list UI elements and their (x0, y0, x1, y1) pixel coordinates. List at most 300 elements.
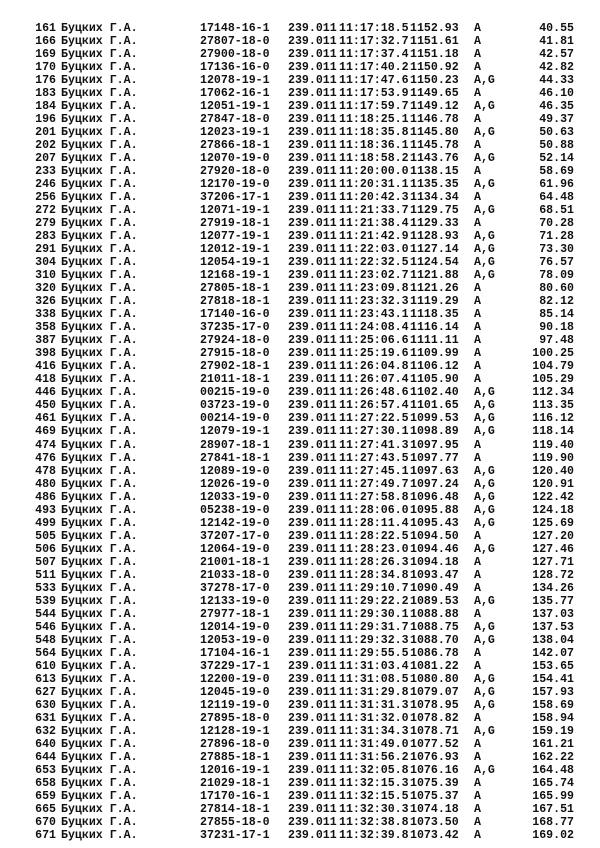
observer-name: Буцких Г.А. (61, 828, 138, 842)
offset-value: 50.88 (539, 139, 574, 153)
object-code: 37278-17-0 (200, 581, 270, 595)
measured-value: 1090.49 (410, 581, 459, 595)
offset-value: 120.91 (532, 477, 574, 491)
reference-value: 239.011 (288, 581, 337, 595)
reference-value: 239.011 (288, 568, 337, 582)
reference-value: 239.011 (288, 516, 337, 530)
object-code: 37231-17-1 (200, 828, 270, 842)
offset-value: 40.55 (539, 22, 574, 35)
offset-value: 127.71 (532, 555, 574, 569)
timestamp: 11:26:04.8 (339, 360, 409, 374)
timestamp: 11:21:38.4 (339, 217, 409, 231)
offset-value: 76.57 (539, 256, 574, 270)
object-code: 27855-18-0 (200, 815, 270, 829)
row-number: 493 (35, 503, 56, 517)
observer-name: Буцких Г.А. (61, 776, 138, 790)
flags: A (474, 61, 481, 75)
flags: A,G (474, 386, 495, 400)
reference-value: 239.011 (288, 477, 337, 491)
offset-value: 71.28 (539, 230, 574, 244)
flags: A,G (474, 477, 495, 491)
object-code: 27841-18-1 (200, 451, 270, 465)
offset-value: 159.19 (532, 724, 574, 738)
row-number: 283 (35, 230, 56, 244)
observer-name: Буцких Г.А. (61, 269, 138, 283)
reference-value: 239.011 (288, 724, 337, 738)
row-number: 161 (35, 22, 56, 35)
timestamp: 11:31:32.0 (339, 711, 409, 725)
measured-value: 1089.53 (410, 594, 459, 608)
measured-value: 1101.65 (410, 399, 459, 413)
offset-value: 118.14 (532, 425, 574, 439)
measured-value: 1078.71 (410, 724, 459, 738)
timestamp: 11:18:58.2 (339, 152, 409, 166)
timestamp: 11:32:15.3 (339, 776, 409, 790)
row-number: 476 (35, 451, 56, 465)
object-code: 27847-18-0 (200, 113, 270, 127)
object-code: 12089-19-0 (200, 464, 270, 478)
flags: A (474, 711, 481, 725)
row-number: 398 (35, 347, 56, 361)
measured-value: 1078.95 (410, 698, 459, 712)
object-code: 37206-17-1 (200, 191, 270, 205)
observer-name: Буцких Г.А. (61, 594, 138, 608)
object-code: 27866-18-1 (200, 139, 270, 153)
reference-value: 239.011 (288, 204, 337, 218)
measured-value: 1079.07 (410, 685, 459, 699)
offset-value: 169.02 (532, 828, 574, 842)
object-code: 37207-17-0 (200, 529, 270, 543)
timestamp: 11:17:47.6 (339, 74, 409, 88)
offset-value: 157.93 (532, 685, 574, 699)
object-code: 12053-19-0 (200, 633, 270, 647)
timestamp: 11:31:49.0 (339, 737, 409, 751)
flags: A (474, 438, 481, 452)
object-code: 28907-18-1 (200, 438, 270, 452)
observer-name: Буцких Г.А. (61, 334, 138, 348)
flags: A (474, 607, 481, 621)
object-code: 27895-18-0 (200, 711, 270, 725)
measured-value: 1077.52 (410, 737, 459, 751)
row-number: 176 (35, 74, 56, 88)
measured-value: 1075.39 (410, 776, 459, 790)
object-code: 03723-19-0 (200, 399, 270, 413)
observer-name: Буцких Г.А. (61, 282, 138, 296)
row-number: 169 (35, 48, 56, 62)
offset-value: 97.48 (539, 334, 574, 348)
object-code: 12014-19-0 (200, 620, 270, 634)
observer-name: Буцких Г.А. (61, 308, 138, 322)
object-code: 12070-19-0 (200, 152, 270, 166)
observer-name: Буцких Г.А. (61, 113, 138, 127)
timestamp: 11:28:23.0 (339, 542, 409, 556)
flags: A,G (474, 126, 495, 140)
offset-value: 70.28 (539, 217, 574, 231)
reference-value: 239.011 (288, 243, 337, 257)
timestamp: 11:29:30.1 (339, 607, 409, 621)
flags: A,G (474, 763, 495, 777)
object-code: 12079-19-1 (200, 425, 270, 439)
flags: A,G (474, 230, 495, 244)
timestamp: 11:20:42.3 (339, 191, 409, 205)
flags: A (474, 334, 481, 348)
object-code: 12023-19-1 (200, 126, 270, 140)
measured-value: 1129.75 (410, 204, 459, 218)
measured-value: 1129.33 (410, 217, 459, 231)
reference-value: 239.011 (288, 61, 337, 75)
timestamp: 11:28:06.0 (339, 503, 409, 517)
reference-value: 239.011 (288, 308, 337, 322)
timestamp: 11:21:33.7 (339, 204, 409, 218)
timestamp: 11:32:15.5 (339, 789, 409, 803)
reference-value: 239.011 (288, 74, 337, 88)
object-code: 12200-19-0 (200, 672, 270, 686)
object-code: 12054-19-1 (200, 256, 270, 270)
observer-name: Буцких Г.А. (61, 191, 138, 205)
offset-value: 52.14 (539, 152, 574, 166)
object-code: 21033-18-0 (200, 568, 270, 582)
offset-value: 165.99 (532, 789, 574, 803)
object-code: 12078-19-1 (200, 74, 270, 88)
observer-name: Буцких Г.А. (61, 139, 138, 153)
reference-value: 239.011 (288, 347, 337, 361)
reference-value: 239.011 (288, 48, 337, 62)
timestamp: 11:31:56.2 (339, 750, 409, 764)
timestamp: 11:18:36.1 (339, 139, 409, 153)
flags: A (474, 321, 481, 335)
observer-name: Буцких Г.А. (61, 217, 138, 231)
reference-value: 239.011 (288, 542, 337, 556)
row-number: 450 (35, 399, 56, 413)
measured-value: 1074.18 (410, 802, 459, 816)
row-number: 246 (35, 178, 56, 192)
row-number: 478 (35, 464, 56, 478)
reference-value: 239.011 (288, 815, 337, 829)
timestamp: 11:29:22.2 (339, 594, 409, 608)
timestamp: 11:17:18.5 (339, 22, 409, 35)
flags: A,G (474, 256, 495, 270)
row-number: 627 (35, 685, 56, 699)
observer-name: Буцких Г.А. (61, 347, 138, 361)
observer-name: Буцких Г.А. (61, 724, 138, 738)
flags: A (474, 555, 481, 569)
row-number: 184 (35, 100, 56, 114)
reference-value: 239.011 (288, 763, 337, 777)
object-code: 17148-16-1 (200, 22, 270, 35)
measured-value: 1152.93 (410, 22, 459, 35)
measured-value: 1149.65 (410, 87, 459, 101)
observer-name: Буцких Г.А. (61, 633, 138, 647)
reference-value: 239.011 (288, 698, 337, 712)
offset-value: 73.30 (539, 243, 574, 257)
row-number: 670 (35, 815, 56, 829)
row-number: 474 (35, 438, 56, 452)
measured-value: 1111.11 (410, 334, 459, 348)
row-number: 653 (35, 763, 56, 777)
offset-value: 49.37 (539, 113, 574, 127)
measured-value: 1151.18 (410, 48, 459, 62)
observer-name: Буцких Г.А. (61, 35, 138, 49)
row-number: 665 (35, 802, 56, 816)
observer-name: Буцких Г.А. (61, 542, 138, 556)
measured-value: 1145.80 (410, 126, 459, 140)
flags: A,G (474, 243, 495, 257)
object-code: 27977-18-1 (200, 607, 270, 621)
observer-name: Буцких Г.А. (61, 243, 138, 257)
row-number: 310 (35, 269, 56, 283)
offset-value: 105.29 (532, 373, 574, 387)
measured-value: 1088.75 (410, 620, 459, 634)
timestamp: 11:28:22.5 (339, 529, 409, 543)
row-number: 272 (35, 204, 56, 218)
observer-name: Буцких Г.А. (61, 295, 138, 309)
offset-value: 44.33 (539, 74, 574, 88)
offset-value: 112.34 (532, 386, 574, 400)
flags: A (474, 139, 481, 153)
flags: A,G (474, 542, 495, 556)
object-code: 27818-18-1 (200, 295, 270, 309)
timestamp: 11:31:08.5 (339, 672, 409, 686)
flags: A (474, 737, 481, 751)
row-number: 291 (35, 243, 56, 257)
object-code: 17062-16-1 (200, 87, 270, 101)
measured-value: 1149.12 (410, 100, 459, 114)
row-number: 304 (35, 256, 56, 270)
offset-value: 158.69 (532, 698, 574, 712)
reference-value: 239.011 (288, 672, 337, 686)
object-code: 12064-19-0 (200, 542, 270, 556)
observer-name: Буцких Г.А. (61, 399, 138, 413)
measured-value: 1080.80 (410, 672, 459, 686)
object-code: 12016-19-1 (200, 763, 270, 777)
reference-value: 239.011 (288, 776, 337, 790)
row-number: 640 (35, 737, 56, 751)
observer-name: Буцких Г.А. (61, 230, 138, 244)
object-code: 27920-18-0 (200, 165, 270, 179)
observer-name: Буцких Г.А. (61, 48, 138, 62)
timestamp: 11:28:11.4 (339, 516, 409, 530)
observer-name: Буцких Г.А. (61, 360, 138, 374)
observer-name: Буцких Г.А. (61, 646, 138, 660)
offset-value: 78.09 (539, 269, 574, 283)
object-code: 12168-19-1 (200, 269, 270, 283)
offset-value: 80.60 (539, 282, 574, 296)
reference-value: 239.011 (288, 555, 337, 569)
object-code: 37229-17-1 (200, 659, 270, 673)
flags: A (474, 802, 481, 816)
row-number: 486 (35, 490, 56, 504)
row-number: 505 (35, 529, 56, 543)
flags: A (474, 581, 481, 595)
row-number: 533 (35, 581, 56, 595)
measured-value: 1099.53 (410, 412, 459, 426)
measured-value: 1076.16 (410, 763, 459, 777)
timestamp: 11:28:34.8 (339, 568, 409, 582)
object-code: 12128-19-1 (200, 724, 270, 738)
timestamp: 11:21:42.9 (339, 230, 409, 244)
offset-value: 41.81 (539, 35, 574, 49)
flags: A (474, 282, 481, 296)
row-number: 461 (35, 412, 56, 426)
timestamp: 11:31:31.3 (339, 698, 409, 712)
flags: A (474, 789, 481, 803)
row-number: 320 (35, 282, 56, 296)
row-number: 201 (35, 126, 56, 140)
flags: A (474, 568, 481, 582)
object-code: 12133-19-0 (200, 594, 270, 608)
timestamp: 11:23:02.7 (339, 269, 409, 283)
timestamp: 11:29:32.3 (339, 633, 409, 647)
row-number: 546 (35, 620, 56, 634)
timestamp: 11:29:55.5 (339, 646, 409, 660)
row-number: 196 (35, 113, 56, 127)
row-number: 279 (35, 217, 56, 231)
flags: A (474, 308, 481, 322)
timestamp: 11:22:32.5 (339, 256, 409, 270)
reference-value: 239.011 (288, 87, 337, 101)
timestamp: 11:27:22.5 (339, 412, 409, 426)
reference-value: 239.011 (288, 685, 337, 699)
offset-value: 167.51 (532, 802, 574, 816)
reference-value: 239.011 (288, 451, 337, 465)
reference-value: 239.011 (288, 711, 337, 725)
object-code: 17140-16-0 (200, 308, 270, 322)
measured-value: 1121.26 (410, 282, 459, 296)
timestamp: 11:29:31.7 (339, 620, 409, 634)
object-code: 12045-19-0 (200, 685, 270, 699)
reference-value: 239.011 (288, 659, 337, 673)
offset-value: 58.69 (539, 165, 574, 179)
row-number: 658 (35, 776, 56, 790)
reference-value: 239.011 (288, 256, 337, 270)
observer-name: Буцких Г.А. (61, 100, 138, 114)
observer-name: Буцких Г.А. (61, 503, 138, 517)
offset-value: 161.21 (532, 737, 574, 751)
measured-value: 1098.89 (410, 425, 459, 439)
observer-name: Буцких Г.А. (61, 763, 138, 777)
measured-value: 1073.42 (410, 828, 459, 842)
reference-value: 239.011 (288, 165, 337, 179)
flags: A (474, 451, 481, 465)
observer-name: Буцких Г.А. (61, 620, 138, 634)
row-number: 166 (35, 35, 56, 49)
offset-value: 68.51 (539, 204, 574, 218)
observer-name: Буцких Г.А. (61, 126, 138, 140)
flags: A,G (474, 178, 495, 192)
observer-name: Буцких Г.А. (61, 386, 138, 400)
observer-name: Буцких Г.А. (61, 412, 138, 426)
timestamp: 11:32:05.8 (339, 763, 409, 777)
timestamp: 11:32:39.8 (339, 828, 409, 842)
flags: A,G (474, 516, 495, 530)
timestamp: 11:26:48.6 (339, 386, 409, 400)
reference-value: 239.011 (288, 295, 337, 309)
timestamp: 11:27:58.8 (339, 490, 409, 504)
flags: A (474, 750, 481, 764)
observer-name: Буцких Г.А. (61, 711, 138, 725)
observer-name: Буцких Г.А. (61, 672, 138, 686)
flags: A (474, 113, 481, 127)
offset-value: 61.96 (539, 178, 574, 192)
observer-name: Буцких Г.А. (61, 555, 138, 569)
observer-name: Буцких Г.А. (61, 87, 138, 101)
object-code: 12170-19-0 (200, 178, 270, 192)
measured-value: 1146.78 (410, 113, 459, 127)
flags: A (474, 217, 481, 231)
reference-value: 239.011 (288, 152, 337, 166)
measured-value: 1145.78 (410, 139, 459, 153)
timestamp: 11:29:10.7 (339, 581, 409, 595)
reference-value: 239.011 (288, 217, 337, 231)
row-number: 630 (35, 698, 56, 712)
timestamp: 11:27:45.1 (339, 464, 409, 478)
row-number: 548 (35, 633, 56, 647)
flags: A,G (474, 152, 495, 166)
measured-value: 1106.12 (410, 360, 459, 374)
timestamp: 11:23:09.8 (339, 282, 409, 296)
flags: A (474, 22, 481, 35)
object-code: 27807-18-0 (200, 35, 270, 49)
flags: A (474, 87, 481, 101)
timestamp: 11:25:19.6 (339, 347, 409, 361)
row-number: 539 (35, 594, 56, 608)
row-number: 338 (35, 308, 56, 322)
offset-value: 116.12 (532, 412, 574, 426)
flags: A,G (474, 594, 495, 608)
offset-value: 119.40 (532, 438, 574, 452)
measured-value: 1095.43 (410, 516, 459, 530)
reference-value: 239.011 (288, 425, 337, 439)
observer-name: Буцких Г.А. (61, 451, 138, 465)
object-code: 27915-18-0 (200, 347, 270, 361)
row-number: 610 (35, 659, 56, 673)
flags: A,G (474, 633, 495, 647)
object-code: 12051-19-1 (200, 100, 270, 114)
object-code: 17104-16-1 (200, 646, 270, 660)
object-code: 21001-18-1 (200, 555, 270, 569)
observer-name: Буцких Г.А. (61, 789, 138, 803)
offset-value: 90.18 (539, 321, 574, 335)
timestamp: 11:17:59.7 (339, 100, 409, 114)
flags: A (474, 659, 481, 673)
measured-value: 1138.15 (410, 165, 459, 179)
timestamp: 11:25:06.6 (339, 334, 409, 348)
object-code: 27924-18-0 (200, 334, 270, 348)
observer-name: Буцких Г.А. (61, 373, 138, 387)
measured-value: 1109.99 (410, 347, 459, 361)
flags: A (474, 815, 481, 829)
observer-name: Буцких Г.А. (61, 750, 138, 764)
flags: A,G (474, 464, 495, 478)
measured-value: 1119.29 (410, 295, 459, 309)
row-number: 416 (35, 360, 56, 374)
flags: A,G (474, 724, 495, 738)
observer-name: Буцких Г.А. (61, 321, 138, 335)
reference-value: 239.011 (288, 438, 337, 452)
observer-name: Буцких Г.А. (61, 152, 138, 166)
object-code: 27919-18-1 (200, 217, 270, 231)
reference-value: 239.011 (288, 35, 337, 49)
offset-value: 137.03 (532, 607, 574, 621)
flags: A (474, 828, 481, 842)
measured-value: 1086.78 (410, 646, 459, 660)
object-code: 00214-19-0 (200, 412, 270, 426)
reference-value: 239.011 (288, 607, 337, 621)
reference-value: 239.011 (288, 139, 337, 153)
observer-name: Буцких Г.А. (61, 477, 138, 491)
object-code: 27885-18-1 (200, 750, 270, 764)
reference-value: 239.011 (288, 178, 337, 192)
